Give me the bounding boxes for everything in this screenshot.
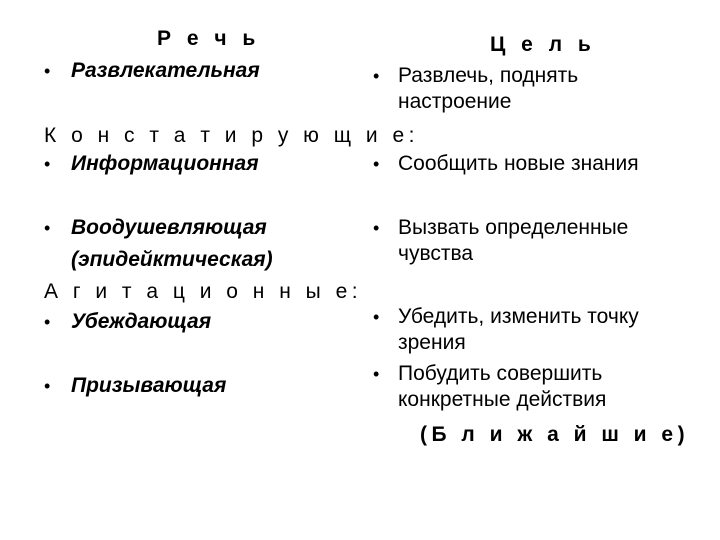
goal-entertain-line1: Развлечь, поднять (398, 64, 579, 87)
agitational-heading: А г и т а ц и о н н ы е: (44, 280, 363, 303)
bullet-icon: • (373, 364, 380, 384)
item-inspiring-line1: Воодушевляющая (71, 216, 267, 239)
goal-action-note: (Б л и ж а й ш и е) (420, 423, 690, 446)
goal-heading: Ц е л ь (490, 33, 596, 56)
item-informational: Информационная (71, 152, 259, 175)
bullet-icon: • (373, 66, 380, 86)
bullet-icon: • (373, 218, 380, 238)
bullet-icon: • (373, 154, 380, 174)
goal-feelings-line1: Вызвать определенные (398, 216, 629, 239)
goal-persuade-line2: зрения (398, 331, 466, 354)
goal-action-line2: конкретные действия (398, 388, 607, 411)
goal-feelings-line2: чувства (398, 242, 474, 265)
item-calling: Призывающая (71, 374, 227, 397)
speech-heading: Р е ч ь (157, 27, 261, 50)
stating-heading: К о н с т а т и р у ю щ и е: (44, 124, 419, 147)
item-inspiring-line2: (эпидейктическая) (71, 248, 273, 271)
goal-action-line1: Побудить совершить (398, 362, 603, 385)
goal-inform: Сообщить новые знания (398, 152, 639, 175)
bullet-icon: • (44, 312, 51, 332)
bullet-icon: • (44, 154, 51, 174)
bullet-icon: • (373, 307, 380, 327)
goal-persuade-line1: Убедить, изменить точку (398, 305, 639, 328)
bullet-icon: • (44, 376, 51, 396)
item-persuasive: Убеждающая (71, 310, 212, 333)
bullet-icon: • (44, 218, 51, 238)
bullet-icon: • (44, 61, 51, 81)
goal-entertain-line2: настроение (398, 90, 512, 113)
item-entertaining: Развлекательная (71, 59, 260, 82)
